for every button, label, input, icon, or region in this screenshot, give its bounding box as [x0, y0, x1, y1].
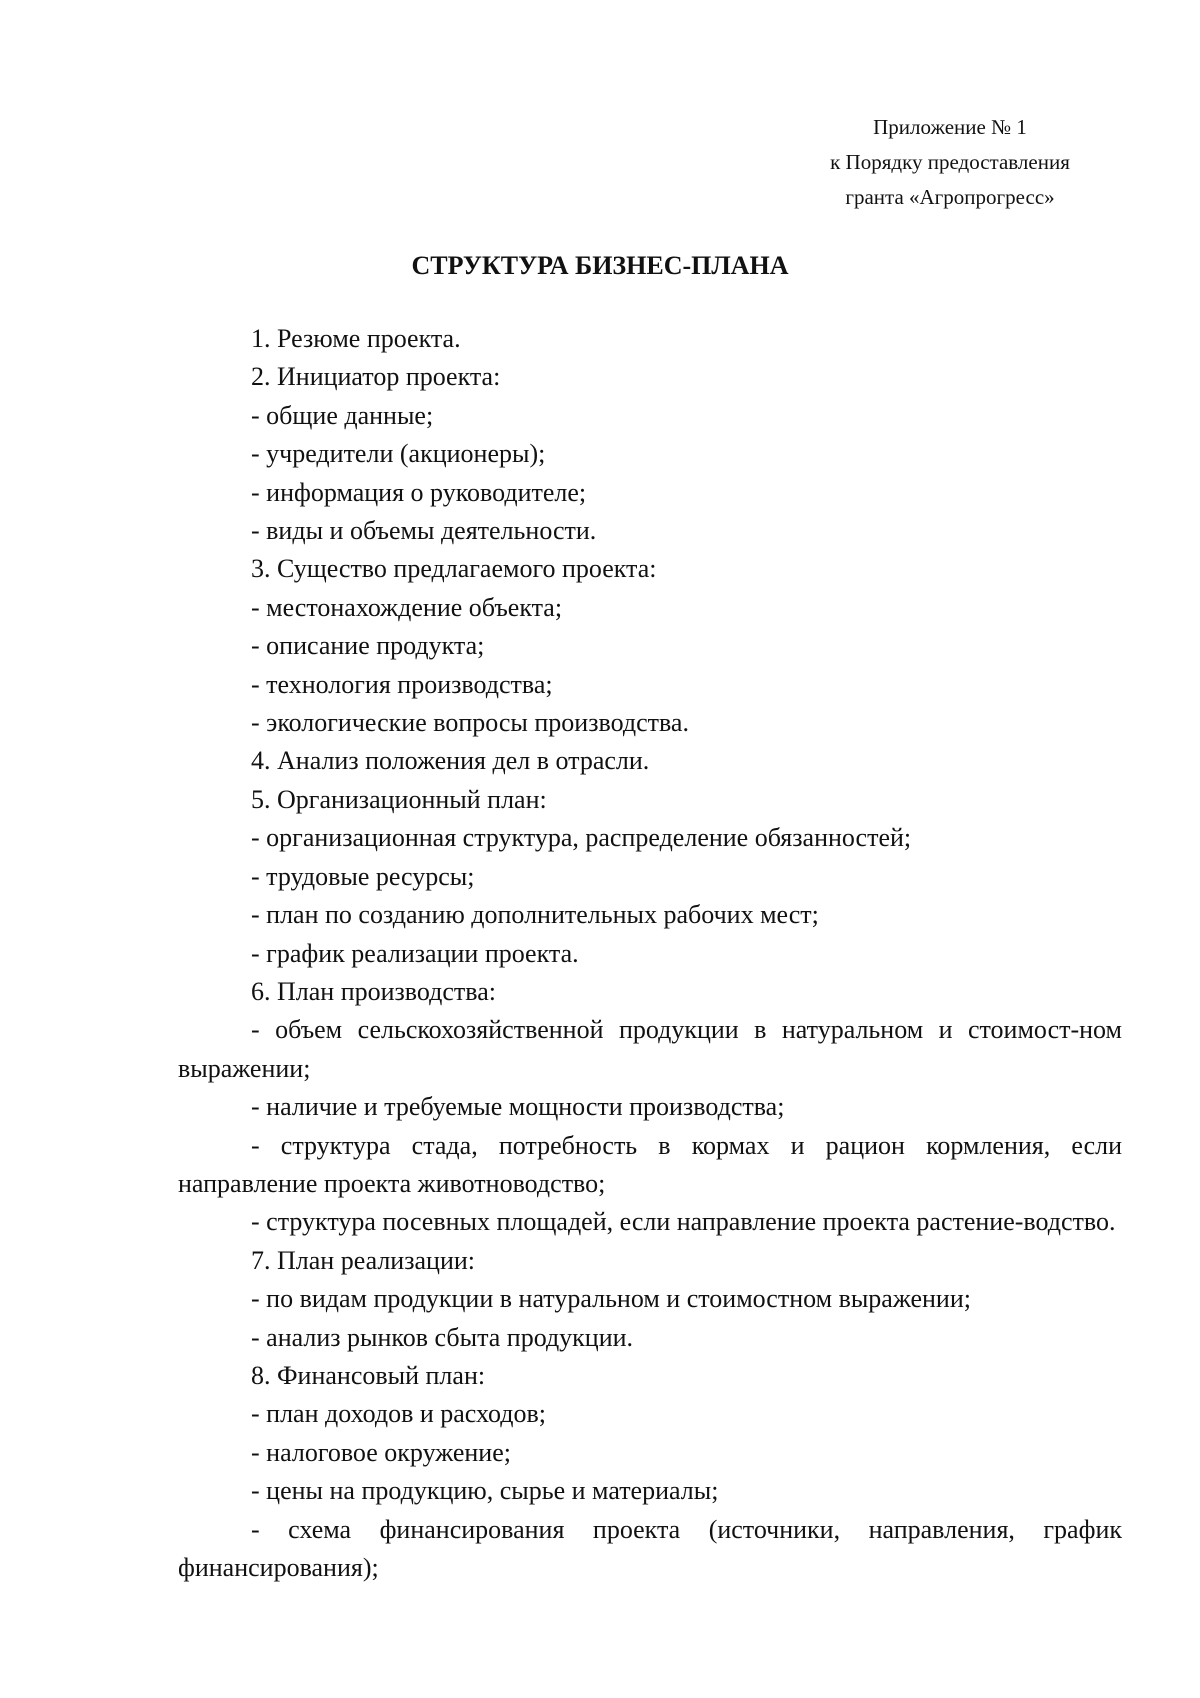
- list-item: - анализ рынков сбыта продукции.: [251, 1322, 634, 1352]
- list-item: 2. Инициатор проекта:: [251, 362, 501, 392]
- list-item: - налоговое окружение;: [251, 1437, 511, 1467]
- list-item: - объем сельскохозяйственной продукции в натуральном и стоимост-ном выражении;: [178, 1015, 1122, 1083]
- appendix-grant-name: гранта «Агропрогресс»: [845, 185, 1055, 209]
- list-item: 1. Резюме проекта.: [251, 324, 461, 353]
- list-item: - информация о руководителе;: [251, 477, 587, 507]
- list-item: - организационная структура, распределение обязанностей;: [251, 823, 912, 853]
- list-item: - наличие и требуемые мощности производства;: [251, 1092, 785, 1122]
- list-item: - структура стада, потребность в кормах и рацион кормления, если направление проекта животноводство;: [178, 1130, 1122, 1198]
- list-item: 6. План производства:: [251, 976, 496, 1006]
- list-item: - учредители (акционеры);: [251, 439, 546, 469]
- list-item: 4. Анализ положения дел в отрасли.: [251, 746, 650, 776]
- list-item: 8. Финансовый план:: [251, 1360, 486, 1390]
- list-item: - виды и объемы деятельности.: [251, 516, 597, 546]
- list-item: - график реализации проекта.: [251, 938, 579, 968]
- appendix-number: Приложение № 1: [873, 115, 1027, 139]
- list-item: - план по созданию дополнительных рабочих мест;: [251, 900, 819, 930]
- list-item: - структура посевных площадей, если направление проекта растение-водство.: [251, 1207, 1116, 1237]
- list-item: - план доходов и расходов;: [251, 1399, 546, 1429]
- appendix-procedure: к Порядку предоставления: [830, 150, 1070, 174]
- document-title: СТРУКТУРА БИЗНЕС-ПЛАНА: [411, 251, 789, 280]
- list-item: 5. Организационный план:: [251, 784, 547, 814]
- list-item: - описание продукта;: [251, 631, 485, 661]
- list-item: - общие данные;: [251, 400, 434, 430]
- appendix-header: [760, 110, 1140, 215]
- list-item: - схема финансирования проекта (источники, направления, график финансирования);: [178, 1514, 1122, 1582]
- list-item: - экологические вопросы производства.: [251, 708, 689, 738]
- list-item: 3. Существо предлагаемого проекта:: [251, 554, 657, 584]
- list-item: - местонахождение объекта;: [251, 592, 563, 622]
- business-plan-structure-list: [178, 320, 1122, 1587]
- list-item: - технология производства;: [251, 669, 553, 699]
- list-item: - трудовые ресурсы;: [251, 861, 475, 891]
- list-item: 7. План реализации:: [251, 1245, 475, 1275]
- list-item: - по видам продукции в натуральном и стоимостном выражении;: [251, 1284, 971, 1314]
- list-item: - цены на продукцию, сырье и материалы;: [251, 1476, 719, 1506]
